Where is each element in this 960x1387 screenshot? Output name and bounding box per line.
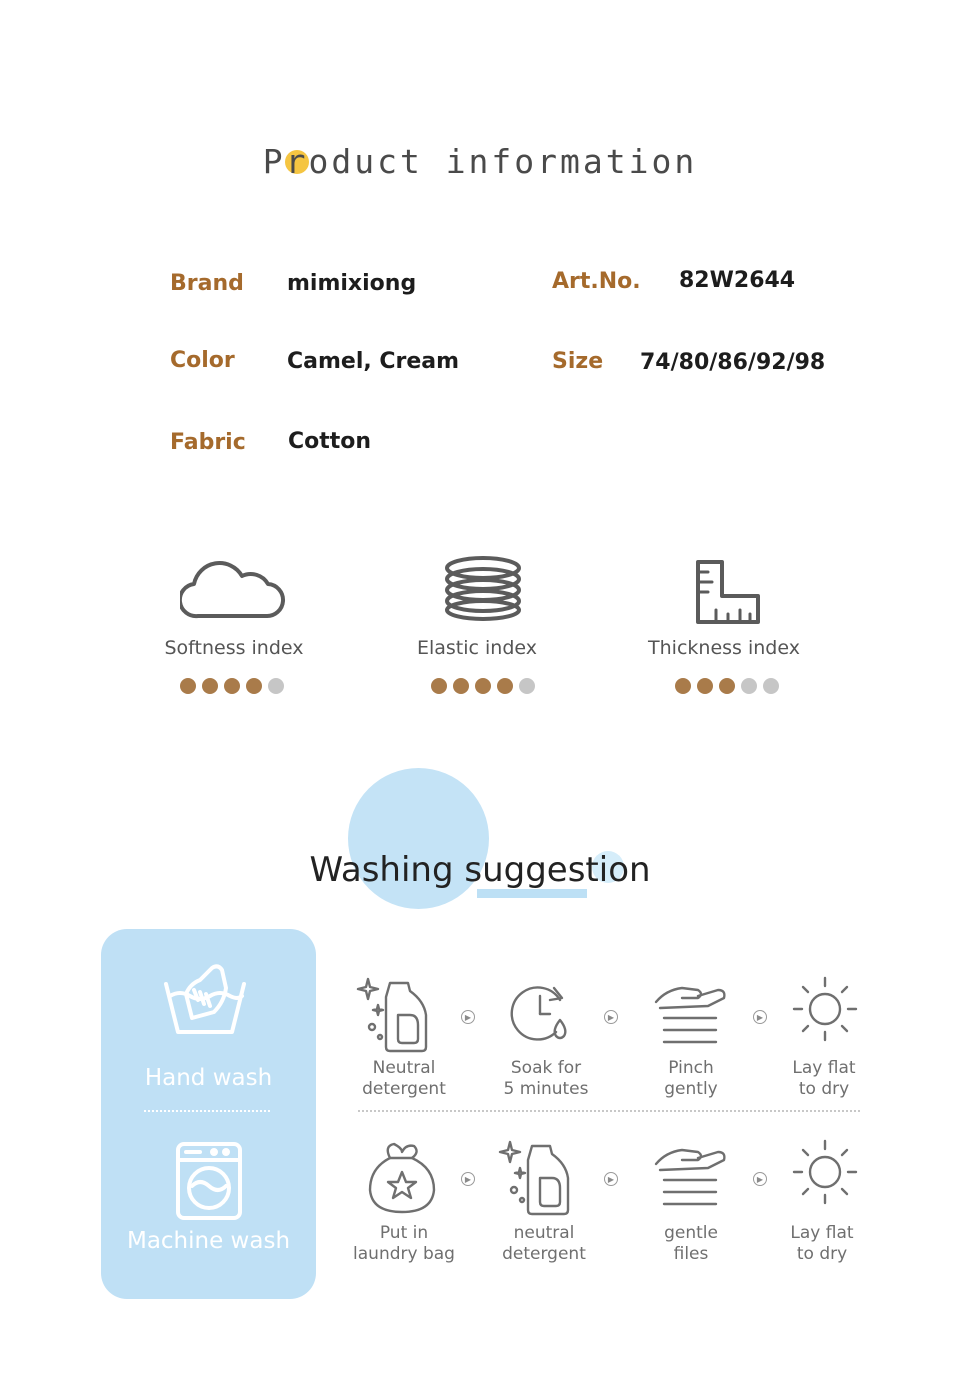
machine-step-2-line1: neutral	[513, 1223, 575, 1243]
arrow-right-icon: ▶	[753, 1010, 767, 1024]
laundry-bag-icon	[366, 1140, 438, 1216]
hand-step-4-line2: to dry	[798, 1079, 850, 1099]
color-label: Color	[170, 348, 235, 373]
hand-step-4-line1: Lay flat	[792, 1058, 856, 1078]
cloud-icon	[180, 550, 286, 622]
ruler-icon	[692, 558, 764, 626]
rating-dot-empty	[519, 678, 535, 694]
rating-dot-filled	[246, 678, 262, 694]
hand-step-2-line2: 5 minutes	[503, 1079, 589, 1099]
machine-step-2-label	[479, 1223, 609, 1265]
hand-step-3-line1: Pinch	[668, 1058, 714, 1078]
brand-label: Brand	[170, 271, 244, 296]
machine-step-3-line1: gentle	[664, 1223, 718, 1243]
rating-dot-filled	[224, 678, 240, 694]
arrow-right-icon: ▶	[604, 1172, 618, 1186]
row-divider	[358, 1110, 860, 1112]
machine-step-1-line2: laundry bag	[353, 1244, 455, 1264]
hand-step-4-label	[759, 1058, 889, 1100]
rating-dot-filled	[180, 678, 196, 694]
rating-dot-filled	[697, 678, 713, 694]
rating-dot-empty	[763, 678, 779, 694]
rating-dot-empty	[268, 678, 284, 694]
rating-dot-filled	[431, 678, 447, 694]
machine-wash-label: Machine wash	[126, 1228, 291, 1254]
elastic-rating	[431, 678, 535, 694]
timer-icon	[510, 982, 572, 1044]
softness-rating	[180, 678, 284, 694]
art-no-label: Art.No.	[552, 269, 641, 294]
fabric-label: Fabric	[170, 430, 246, 455]
rating-dot-filled	[675, 678, 691, 694]
machine-step-1-label	[339, 1223, 469, 1265]
hand-step-2-line1: Soak for	[510, 1058, 582, 1078]
hand-wash-icon	[160, 960, 250, 1042]
hand-step-3-label	[626, 1058, 756, 1100]
thickness-index-label: Thickness index	[648, 637, 800, 659]
machine-step-1-line1: Put in	[379, 1223, 429, 1243]
rating-dot-filled	[719, 678, 735, 694]
title-underline	[477, 889, 587, 898]
hand-step-1-line1: Neutral	[372, 1058, 436, 1078]
washing-title: Washing suggestion	[309, 850, 651, 890]
arrow-right-icon: ▶	[753, 1172, 767, 1186]
rating-dot-filled	[475, 678, 491, 694]
art-no-value: 82W2644	[679, 268, 796, 293]
detergent-bottle-icon	[356, 975, 432, 1053]
washing-machine-icon	[174, 1140, 244, 1222]
arrow-right-icon: ▶	[604, 1010, 618, 1024]
brand-value: mimixiong	[287, 271, 417, 296]
arrow-right-icon: ▶	[461, 1010, 475, 1024]
machine-step-3-label	[626, 1223, 756, 1265]
color-value: Camel, Cream	[287, 349, 460, 374]
machine-step-2-line2: detergent	[502, 1244, 586, 1264]
rating-dot-empty	[741, 678, 757, 694]
machine-step-4-line2: to dry	[796, 1244, 848, 1264]
softness-index-label: Softness index	[164, 637, 304, 659]
machine-step-4-label	[757, 1223, 887, 1265]
panel-divider	[144, 1110, 270, 1112]
sun-icon	[792, 976, 858, 1042]
hand-step-1-line2: detergent	[362, 1079, 446, 1099]
coil-spring-icon	[440, 552, 526, 624]
hand-wash-label: Hand wash	[144, 1065, 273, 1091]
hand-press-icon	[652, 1142, 728, 1210]
fabric-value: Cotton	[288, 429, 372, 454]
arrow-right-icon: ▶	[461, 1172, 475, 1186]
hand-press-icon	[652, 980, 728, 1048]
elastic-index-label: Elastic index	[416, 637, 538, 659]
rating-dot-filled	[202, 678, 218, 694]
machine-step-3-line2: files	[673, 1244, 709, 1264]
rating-dot-filled	[497, 678, 513, 694]
detergent-bottle-icon	[498, 1138, 574, 1216]
sun-icon	[792, 1139, 858, 1205]
thickness-rating	[675, 678, 779, 694]
size-value: 74/80/86/92/98	[640, 350, 826, 375]
hand-step-1-label	[339, 1058, 469, 1100]
hand-step-2-label	[481, 1058, 611, 1100]
product-info-title: Product information	[262, 142, 698, 181]
machine-step-4-line1: Lay flat	[790, 1223, 854, 1243]
hand-step-3-line2: gently	[664, 1079, 718, 1099]
rating-dot-filled	[453, 678, 469, 694]
size-label: Size	[552, 349, 604, 374]
